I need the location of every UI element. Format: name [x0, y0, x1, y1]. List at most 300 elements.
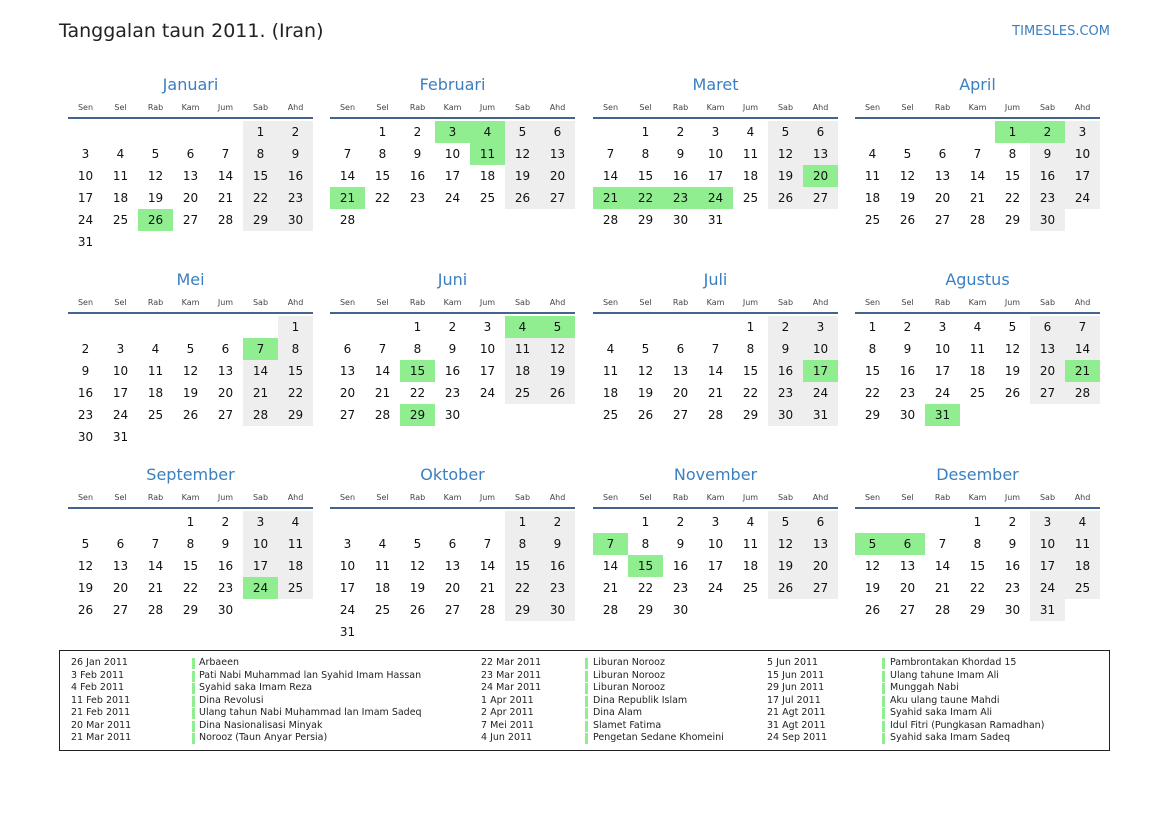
day-cell: 8: [186, 537, 195, 551]
weekday-label: Sel: [114, 493, 127, 502]
day-cell: 6: [1030, 316, 1065, 338]
day-cell: 17: [1030, 555, 1065, 577]
day-cell: 2: [676, 515, 685, 529]
day-cell: 31: [803, 404, 838, 426]
day-cell: 4: [868, 147, 877, 161]
day-cell: 27: [182, 213, 199, 227]
day-cell: 10: [803, 338, 838, 360]
legend-color-marker: [192, 733, 195, 744]
header-divider: [68, 312, 313, 314]
day-cell: 25: [864, 213, 881, 227]
day-cell: 27: [899, 603, 916, 617]
day-cell: 21: [602, 581, 619, 595]
day-cell: 20: [540, 165, 575, 187]
day-cell: 20: [803, 555, 838, 577]
month-name: Desember: [936, 465, 1019, 484]
day-cell: 9: [413, 147, 422, 161]
header-divider: [855, 312, 1100, 314]
day-cell: 24: [77, 213, 94, 227]
legend-holiday-name: Dina Nasionalisasi Minyak: [199, 719, 323, 731]
day-cell: 10: [77, 169, 94, 183]
weekday-label: Sen: [602, 298, 619, 307]
weekday-label: Sen: [864, 103, 881, 112]
holiday-legend: [59, 650, 1110, 751]
weekday-label: Sen: [77, 493, 94, 502]
weekday-label: Kam: [181, 493, 200, 502]
header-divider: [330, 507, 575, 509]
day-cell: 19: [768, 165, 803, 187]
day-cell: 13: [182, 169, 199, 183]
weekday-label: Sab: [1039, 103, 1056, 112]
day-cell: 11: [112, 169, 129, 183]
day-cell: 31: [77, 235, 94, 249]
header-divider: [330, 312, 575, 314]
day-cell: 8: [243, 143, 278, 165]
weekday-label: Sab: [252, 493, 269, 502]
day-cell: 24: [803, 382, 838, 404]
day-cell: 12: [540, 338, 575, 360]
weekday-label: Ahd: [549, 298, 566, 307]
weekday-label: Sen: [77, 298, 94, 307]
day-cell: 10: [1065, 143, 1100, 165]
day-cell: 3: [1065, 121, 1100, 143]
day-cell: 24: [934, 386, 951, 400]
day-cell: 27: [1030, 382, 1065, 404]
day-cell: 2: [81, 342, 90, 356]
day-cell: 24: [339, 603, 356, 617]
day-cell: 2: [448, 320, 457, 334]
day-cell: 4: [151, 342, 160, 356]
legend-color-marker: [882, 658, 885, 669]
day-cell: 27: [803, 577, 838, 599]
holiday-day-cell: 21: [330, 187, 365, 209]
day-cell: 12: [147, 169, 164, 183]
header-divider: [593, 117, 838, 119]
day-cell: 1: [243, 121, 278, 143]
weekday-label: Rab: [409, 298, 426, 307]
legend-color-marker: [585, 733, 588, 744]
day-cell: 20: [444, 581, 461, 595]
holiday-day-cell: 21: [1065, 360, 1100, 382]
day-cell: 12: [505, 143, 540, 165]
day-cell: 26: [540, 382, 575, 404]
day-cell: 16: [672, 169, 689, 183]
weekday-label: Kam: [181, 298, 200, 307]
day-cell: 16: [1004, 559, 1021, 573]
day-cell: 8: [973, 537, 982, 551]
day-cell: 15: [864, 364, 881, 378]
day-cell: 13: [444, 559, 461, 573]
weekday-label: Sen: [864, 298, 881, 307]
weekday-label: Ahd: [812, 298, 829, 307]
day-cell: 29: [182, 603, 199, 617]
day-cell: 4: [278, 511, 313, 533]
weekday-label: Kam: [968, 493, 987, 502]
weekday-label: Jum: [217, 298, 234, 307]
day-cell: 28: [147, 603, 164, 617]
holiday-day-cell: 24: [243, 577, 278, 599]
day-cell: 4: [746, 125, 755, 139]
day-cell: 13: [934, 169, 951, 183]
legend-holiday-name: Arbaeen: [199, 657, 239, 668]
day-cell: 6: [448, 537, 457, 551]
day-cell: 3: [803, 316, 838, 338]
day-cell: 1: [278, 316, 313, 338]
page-title: Tanggalan taun 2011. (Iran): [59, 20, 324, 42]
day-cell: 16: [278, 165, 313, 187]
day-cell: 18: [742, 559, 759, 573]
day-cell: 27: [444, 603, 461, 617]
day-cell: 16: [409, 169, 426, 183]
day-cell: 25: [374, 603, 391, 617]
day-cell: 9: [81, 364, 90, 378]
day-cell: 6: [803, 511, 838, 533]
day-cell: 30: [217, 603, 234, 617]
day-cell: 15: [374, 169, 391, 183]
day-cell: 17: [112, 386, 129, 400]
legend-color-marker: [192, 671, 195, 682]
weekday-label: Jum: [742, 298, 759, 307]
day-cell: 14: [479, 559, 496, 573]
day-cell: 12: [899, 169, 916, 183]
day-cell: 24: [444, 191, 461, 205]
day-cell: 15: [243, 165, 278, 187]
weekday-label: Jum: [742, 103, 759, 112]
day-cell: 2: [221, 515, 230, 529]
day-cell: 26: [768, 577, 803, 599]
day-cell: 2: [1008, 515, 1017, 529]
day-cell: 24: [112, 408, 129, 422]
day-cell: 30: [77, 430, 94, 444]
day-cell: 25: [969, 386, 986, 400]
day-cell: 17: [707, 169, 724, 183]
day-cell: 25: [602, 408, 619, 422]
day-cell: 1: [746, 320, 755, 334]
holiday-day-cell: 29: [400, 404, 435, 426]
legend-date: 23 Mar 2011: [481, 669, 542, 681]
day-cell: 10: [707, 147, 724, 161]
day-cell: 5: [1008, 320, 1017, 334]
legend-holiday-name: Syahid saka Imam Ali: [890, 707, 993, 718]
month-name: Oktober: [420, 465, 485, 484]
day-cell: 8: [746, 342, 755, 356]
day-cell: 19: [182, 386, 199, 400]
day-cell: 29: [637, 213, 654, 227]
weekday-label: Sab: [514, 103, 531, 112]
day-cell: 5: [151, 147, 160, 161]
day-cell: 24: [707, 581, 724, 595]
day-cell: 20: [217, 386, 234, 400]
day-cell: 7: [606, 147, 615, 161]
legend-color-marker: [882, 671, 885, 682]
day-cell: 9: [676, 537, 685, 551]
day-cell: 11: [505, 338, 540, 360]
day-cell: 16: [217, 559, 234, 573]
weekday-label: Sen: [602, 493, 619, 502]
day-cell: 29: [864, 408, 881, 422]
day-cell: 14: [374, 364, 391, 378]
day-cell: 28: [1065, 382, 1100, 404]
weekday-label: Ahd: [1074, 493, 1091, 502]
legend-date: 21 Feb 2011: [71, 707, 131, 718]
day-cell: 17: [243, 555, 278, 577]
legend-color-marker: [192, 683, 195, 694]
day-cell: 19: [540, 360, 575, 382]
weekday-label: Sab: [777, 298, 794, 307]
day-cell: 22: [374, 191, 391, 205]
day-cell: 26: [864, 603, 881, 617]
legend-holiday-name: Ulang tahune Imam Ali: [890, 669, 999, 681]
month-name: November: [673, 465, 758, 484]
weekday-label: Rab: [409, 103, 426, 112]
day-cell: 12: [768, 533, 803, 555]
day-cell: 22: [864, 386, 881, 400]
day-cell: 7: [221, 147, 230, 161]
day-cell: 9: [540, 533, 575, 555]
day-cell: 4: [116, 147, 125, 161]
holiday-day-cell: 20: [803, 165, 838, 187]
day-cell: 7: [1065, 316, 1100, 338]
day-cell: 5: [641, 342, 650, 356]
day-cell: 28: [217, 213, 234, 227]
day-cell: 13: [899, 559, 916, 573]
holiday-day-cell: 15: [628, 555, 663, 577]
day-cell: 26: [77, 603, 94, 617]
legend-holiday-name: Norooz (Taun Anyar Persia): [199, 732, 328, 743]
weekday-label: Jum: [1004, 298, 1021, 307]
day-cell: 3: [81, 147, 90, 161]
day-cell: 20: [1030, 360, 1065, 382]
day-cell: 1: [413, 320, 422, 334]
day-cell: 20: [672, 386, 689, 400]
day-cell: 30: [444, 408, 461, 422]
day-cell: 26: [899, 213, 916, 227]
legend-date: 4 Feb 2011: [71, 682, 125, 693]
day-cell: 6: [938, 147, 947, 161]
day-cell: 2: [903, 320, 912, 334]
legend-holiday-name: Pengetan Sedane Khomeini: [593, 732, 724, 743]
day-cell: 1: [505, 511, 540, 533]
legend-holiday-name: Ulang tahun Nabi Muhammad lan Imam Sadeq: [199, 707, 422, 718]
day-cell: 23: [409, 191, 426, 205]
legend-holiday-name: Liburan Norooz: [593, 682, 665, 693]
day-cell: 29: [243, 209, 278, 231]
legend-date: 21 Mar 2011: [71, 732, 132, 743]
day-cell: 17: [479, 364, 496, 378]
day-cell: 1: [186, 515, 195, 529]
weekday-label: Kam: [181, 103, 200, 112]
legend-color-marker: [882, 721, 885, 732]
month-name: Agustus: [945, 270, 1010, 289]
header-divider: [330, 117, 575, 119]
day-cell: 3: [711, 125, 720, 139]
weekday-label: Rab: [934, 493, 951, 502]
weekday-label: Ahd: [812, 493, 829, 502]
legend-holiday-name: Slamet Fatima: [593, 719, 662, 731]
day-cell: 9: [903, 342, 912, 356]
day-cell: 3: [711, 515, 720, 529]
legend-date: 20 Mar 2011: [71, 719, 132, 731]
weekday-label: Sen: [602, 103, 619, 112]
day-cell: 1: [973, 515, 982, 529]
weekday-label: Ahd: [549, 493, 566, 502]
weekday-label: Kam: [443, 493, 462, 502]
day-cell: 19: [899, 191, 916, 205]
day-cell: 7: [343, 147, 352, 161]
day-cell: 25: [505, 382, 540, 404]
day-cell: 10: [934, 342, 951, 356]
day-cell: 11: [278, 533, 313, 555]
day-cell: 30: [899, 408, 916, 422]
day-cell: 20: [339, 386, 356, 400]
day-cell: 12: [409, 559, 426, 573]
holiday-day-cell: 2: [1030, 121, 1065, 143]
day-cell: 19: [77, 581, 94, 595]
day-cell: 12: [1004, 342, 1021, 356]
day-cell: 15: [505, 555, 540, 577]
header-divider: [855, 507, 1100, 509]
header-divider: [855, 117, 1100, 119]
weekday-label: Kam: [443, 103, 462, 112]
legend-date: 7 Mei 2011: [481, 719, 534, 731]
day-cell: 6: [540, 121, 575, 143]
weekday-label: Jum: [1004, 493, 1021, 502]
weekday-label: Sab: [252, 298, 269, 307]
day-cell: 22: [505, 577, 540, 599]
day-cell: 2: [413, 125, 422, 139]
day-cell: 8: [413, 342, 422, 356]
day-cell: 4: [606, 342, 615, 356]
weekday-label: Sel: [901, 493, 914, 502]
day-cell: 31: [112, 430, 129, 444]
day-cell: 10: [1030, 533, 1065, 555]
weekday-label: Sen: [77, 103, 94, 112]
weekday-label: Rab: [934, 298, 951, 307]
day-cell: 28: [479, 603, 496, 617]
holiday-day-cell: 23: [663, 187, 698, 209]
day-cell: 28: [339, 213, 356, 227]
day-cell: 19: [637, 386, 654, 400]
day-cell: 6: [186, 147, 195, 161]
legend-holiday-name: Pambrontakan Khordad 15: [890, 657, 1017, 668]
day-cell: 8: [278, 338, 313, 360]
day-cell: 24: [1065, 187, 1100, 209]
month-name: Maret: [692, 75, 739, 94]
day-cell: 12: [864, 559, 881, 573]
day-cell: 18: [278, 555, 313, 577]
day-cell: 22: [969, 581, 986, 595]
day-cell: 5: [505, 121, 540, 143]
legend-holiday-name: Idul Fitri (Pungkasan Ramadhan): [890, 719, 1045, 731]
day-cell: 14: [243, 360, 278, 382]
day-cell: 25: [112, 213, 129, 227]
day-cell: 29: [637, 603, 654, 617]
day-cell: 3: [1030, 511, 1065, 533]
day-cell: 4: [378, 537, 387, 551]
legend-color-marker: [192, 696, 195, 707]
holiday-day-cell: 7: [593, 533, 628, 555]
day-cell: 30: [278, 209, 313, 231]
weekday-label: Jum: [479, 298, 496, 307]
day-cell: 11: [742, 147, 759, 161]
day-cell: 7: [151, 537, 160, 551]
day-cell: 16: [768, 360, 803, 382]
legend-color-marker: [192, 708, 195, 719]
day-cell: 10: [243, 533, 278, 555]
day-cell: 11: [147, 364, 164, 378]
legend-color-marker: [585, 708, 588, 719]
day-cell: 9: [221, 537, 230, 551]
day-cell: 5: [768, 121, 803, 143]
weekday-label: Sen: [864, 493, 881, 502]
day-cell: 7: [938, 537, 947, 551]
legend-date: 21 Agt 2011: [767, 707, 826, 718]
legend-holiday-name: Syahid saka Imam Reza: [199, 682, 313, 693]
month-name: Juli: [703, 270, 728, 289]
day-cell: 21: [934, 581, 951, 595]
holiday-day-cell: 4: [505, 316, 540, 338]
day-cell: 4: [1065, 511, 1100, 533]
day-cell: 17: [444, 169, 461, 183]
weekday-label: Ahd: [1074, 103, 1091, 112]
month-name: Mei: [176, 270, 205, 289]
day-cell: 9: [676, 147, 685, 161]
weekday-label: Rab: [672, 103, 689, 112]
legend-date: 1 Apr 2011: [481, 694, 534, 706]
day-cell: 6: [221, 342, 230, 356]
day-cell: 1: [868, 320, 877, 334]
legend-date: 29 Jun 2011: [767, 682, 825, 693]
day-cell: 8: [505, 533, 540, 555]
day-cell: 13: [112, 559, 129, 573]
day-cell: 26: [409, 603, 426, 617]
day-cell: 2: [676, 125, 685, 139]
day-cell: 9: [768, 338, 803, 360]
day-cell: 6: [116, 537, 125, 551]
day-cell: 30: [768, 404, 803, 426]
day-cell: 10: [707, 537, 724, 551]
day-cell: 19: [864, 581, 881, 595]
legend-holiday-name: Aku ulang taune Mahdi: [890, 694, 1000, 706]
day-cell: 27: [112, 603, 129, 617]
header-divider: [593, 312, 838, 314]
day-cell: 8: [641, 537, 650, 551]
day-cell: 7: [711, 342, 720, 356]
day-cell: 7: [973, 147, 982, 161]
weekday-label: Sel: [376, 493, 389, 502]
holiday-day-cell: 6: [890, 533, 925, 555]
day-cell: 2: [768, 316, 803, 338]
day-cell: 16: [444, 364, 461, 378]
day-cell: 11: [602, 364, 619, 378]
day-cell: 29: [742, 408, 759, 422]
day-cell: 10: [479, 342, 496, 356]
brand-link[interactable]: TIMESLES.COM: [1012, 24, 1110, 39]
weekday-label: Sab: [1039, 493, 1056, 502]
day-cell: 21: [147, 581, 164, 595]
day-cell: 9: [1030, 143, 1065, 165]
day-cell: 11: [969, 342, 986, 356]
day-cell: 2: [540, 511, 575, 533]
day-cell: 16: [540, 555, 575, 577]
day-cell: 26: [182, 408, 199, 422]
day-cell: 12: [182, 364, 199, 378]
legend-color-marker: [882, 708, 885, 719]
weekday-label: Sab: [514, 298, 531, 307]
day-cell: 18: [742, 169, 759, 183]
day-cell: 19: [409, 581, 426, 595]
day-cell: 19: [505, 165, 540, 187]
